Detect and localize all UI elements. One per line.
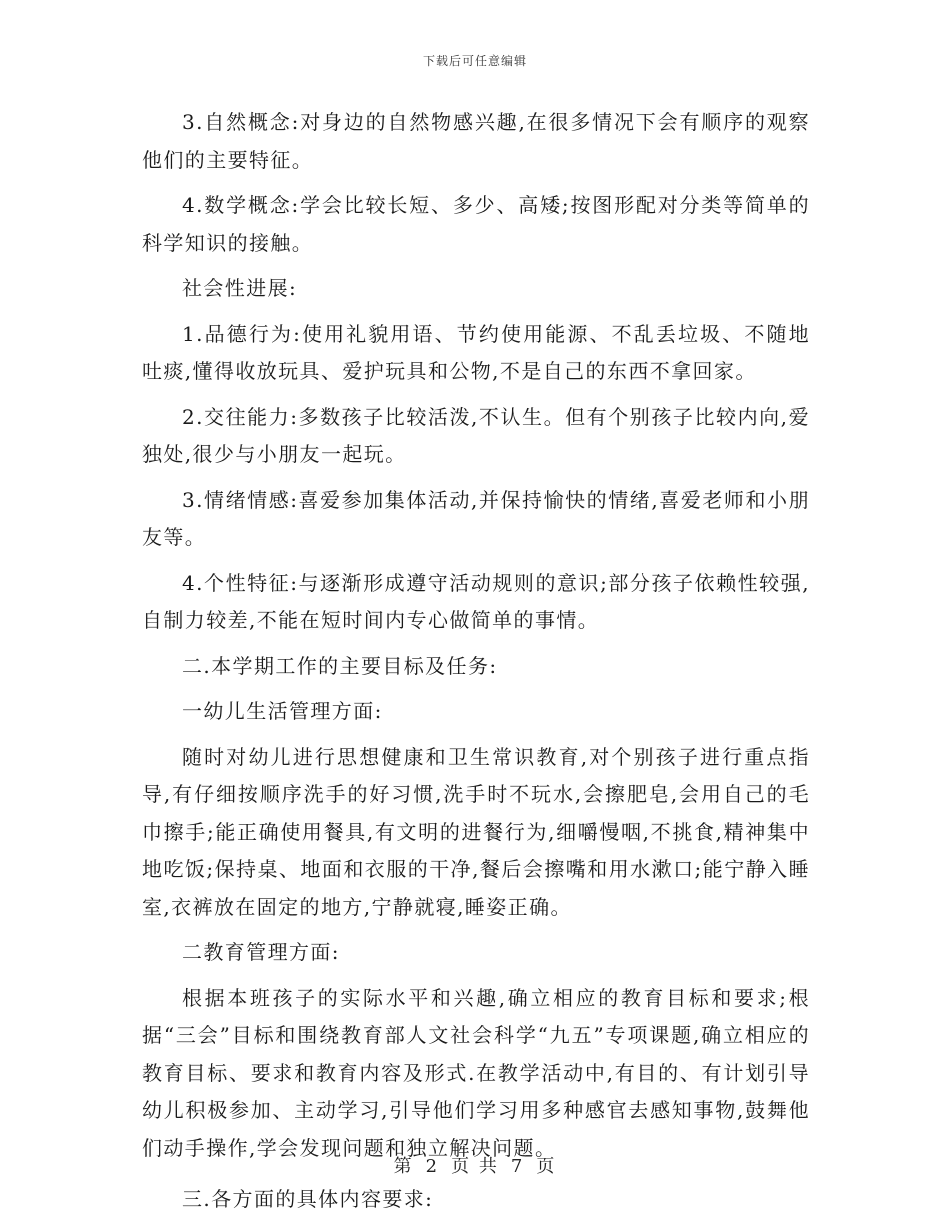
paragraph-communication: 2.交往能力:多数孩子比较活泼,不认生。但有个别孩子比较内向,爱独处,很少与小朋友一起玩。 xyxy=(142,404,810,466)
page-number-prefix: 第 xyxy=(393,1156,414,1177)
document-body xyxy=(142,104,810,1227)
paragraph-math-concept: 4.数学概念:学会比较长短、多少、高矮;按图形配对分类等简单的科学知识的接触。 xyxy=(142,193,810,255)
paragraph-natural-concept: 3.自然概念:对身边的自然物感兴趣,在很多情况下会有顺序的观察他们的主要特征。 xyxy=(142,110,810,172)
paragraph-life-management: 随时对幼儿进行思想健康和卫生常识教育,对个别孩子进行重点指导,有仔细按顺序洗手的好习惯,洗手时不玩水,会擦肥皂,会用自己的毛巾擦手;能正确使用餐具,有文明的进餐行为,细嚼慢咽,不挑食,精神集中地吃饭;保持桌、地面和衣服的干净,餐后会擦嘴和用水漱口;能宁静入睡室,衣裤放在固定的地方,宁静就寝,睡姿正确。 xyxy=(142,744,810,919)
page-header: 下载后可任意编辑 xyxy=(422,54,527,68)
page-number-mid: 页 共 xyxy=(451,1156,499,1177)
page-number-total: 7 xyxy=(510,1156,525,1177)
heading-life-management: 一幼儿生活管理方面: xyxy=(182,699,383,723)
heading-social-development: 社会性进展: xyxy=(182,276,298,300)
heading-education-management: 二教育管理方面: xyxy=(182,940,340,964)
paragraph-emotion: 3.情绪情感:喜爱参加集体活动,并保持愉快的情绪,喜爱老师和小朋友等。 xyxy=(142,487,810,549)
paragraph-personality: 4.个性特征:与逐渐形成遵守活动规则的意识;部分孩子依赖性较强,自制力较差,不能在短时间内专心做简单的事情。 xyxy=(142,570,810,632)
paragraph-moral-behavior: 1.品德行为:使用礼貌用语、节约使用能源、不乱丢垃圾、不随地吐痰,懂得收放玩具、爱护玩具和公物,不是自己的东西不拿回家。 xyxy=(142,321,810,383)
heading-semester-goals: 二.本学期工作的主要目标及任务: xyxy=(182,653,498,678)
paragraph-education-management: 根据本班孩子的实际水平和兴趣,确立相应的教育目标和要求;根据“三会”目标和围绕教育部人文社会科学“九五”专项课题,确立相应的教育目标、要求和教育内容及形式.在教学活动中,有目的、有计划引导幼儿积极参加、主动学习,引导他们学习用多种感官去感知事物,鼓舞他们动手操作,学会发现问题和独立解决问题。 xyxy=(142,985,810,1160)
page-number-suffix: 页 xyxy=(536,1156,557,1177)
heading-specific-requirements: 三.各方面的具体内容要求: xyxy=(182,1187,434,1211)
page-number-current: 2 xyxy=(425,1156,440,1177)
page-number xyxy=(0,1152,950,1178)
